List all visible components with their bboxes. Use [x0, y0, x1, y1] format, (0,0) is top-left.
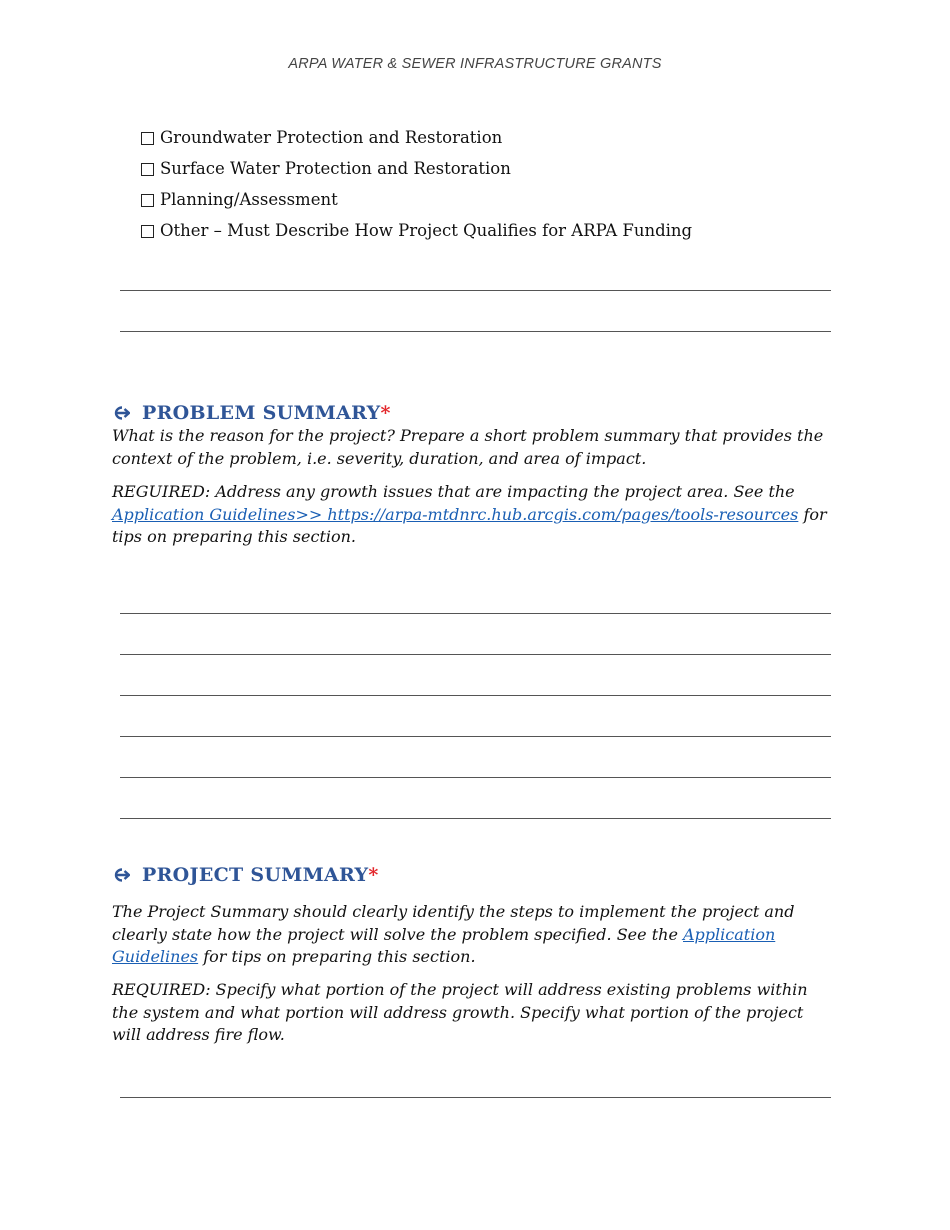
checkbox[interactable] [141, 132, 154, 145]
answer-line[interactable] [120, 777, 831, 778]
required-text-suffix: for tips on preparing this section. [112, 504, 827, 546]
problem-summary-intro: What is the reason for the project? Prepare a short problem summary that provides the context of the problem, i.e. severity, duration, and area of impact. [112, 426, 824, 468]
required-asterisk: * [380, 402, 391, 424]
answer-line[interactable] [120, 695, 831, 696]
checklist-item[interactable] [141, 221, 692, 252]
checklist-item[interactable] [141, 190, 692, 221]
answer-line[interactable] [120, 818, 831, 819]
arrow-right-icon [112, 866, 130, 884]
checklist-item-label: Other – Must Describe How Project Qualifies for ARPA Funding [160, 221, 693, 240]
application-guidelines-link[interactable]: Application Guidelines>> https://arpa-mtdnrc.hub.arcgis.com/pages/tools-resources [112, 504, 799, 524]
problem-summary-heading [112, 402, 391, 424]
intro-text-suffix: for tips on preparing this section. [198, 947, 476, 966]
section-title: PROBLEM SUMMARY [142, 402, 381, 424]
required-text: REGUIRED: Address any growth issues that are impacting the project area. See the [112, 482, 795, 501]
answer-line[interactable] [120, 613, 831, 614]
problem-summary-required [112, 481, 837, 549]
page-header: ARPA WATER & SEWER INFRASTRUCTURE GRANTS [288, 56, 662, 72]
answer-line[interactable] [120, 290, 831, 291]
checklist-item-label: Groundwater Protection and Restoration [160, 128, 503, 147]
answer-line[interactable] [120, 331, 831, 332]
checklist-item[interactable] [141, 128, 692, 159]
checkbox[interactable] [141, 225, 154, 238]
project-summary-intro [112, 901, 837, 969]
section-title: PROJECT SUMMARY [142, 864, 369, 886]
answer-line[interactable] [120, 654, 831, 655]
checkbox[interactable] [141, 163, 154, 176]
project-summary-required: REQUIRED: Specify what portion of the project will address existing problems within the system and what portion will address growth. Specify what portion of the project will address fire flow. [112, 980, 808, 1044]
checklist-item[interactable] [141, 159, 692, 190]
required-asterisk: * [368, 864, 379, 886]
project-summary-heading [112, 864, 379, 886]
eligibility-checklist [141, 128, 692, 252]
checklist-item-label: Surface Water Protection and Restoration [160, 159, 511, 178]
arrow-right-icon [112, 404, 130, 422]
answer-line[interactable] [120, 736, 831, 737]
intro-text: The Project Summary should clearly identify the steps to implement the project and clearly state how the project will solve the problem specified. See the [112, 902, 795, 944]
checklist-item-label: Planning/Assessment [160, 190, 338, 209]
application-guidelines-link[interactable]: Application Guidelines [112, 924, 776, 966]
checkbox[interactable] [141, 194, 154, 207]
answer-line[interactable] [120, 1097, 831, 1098]
